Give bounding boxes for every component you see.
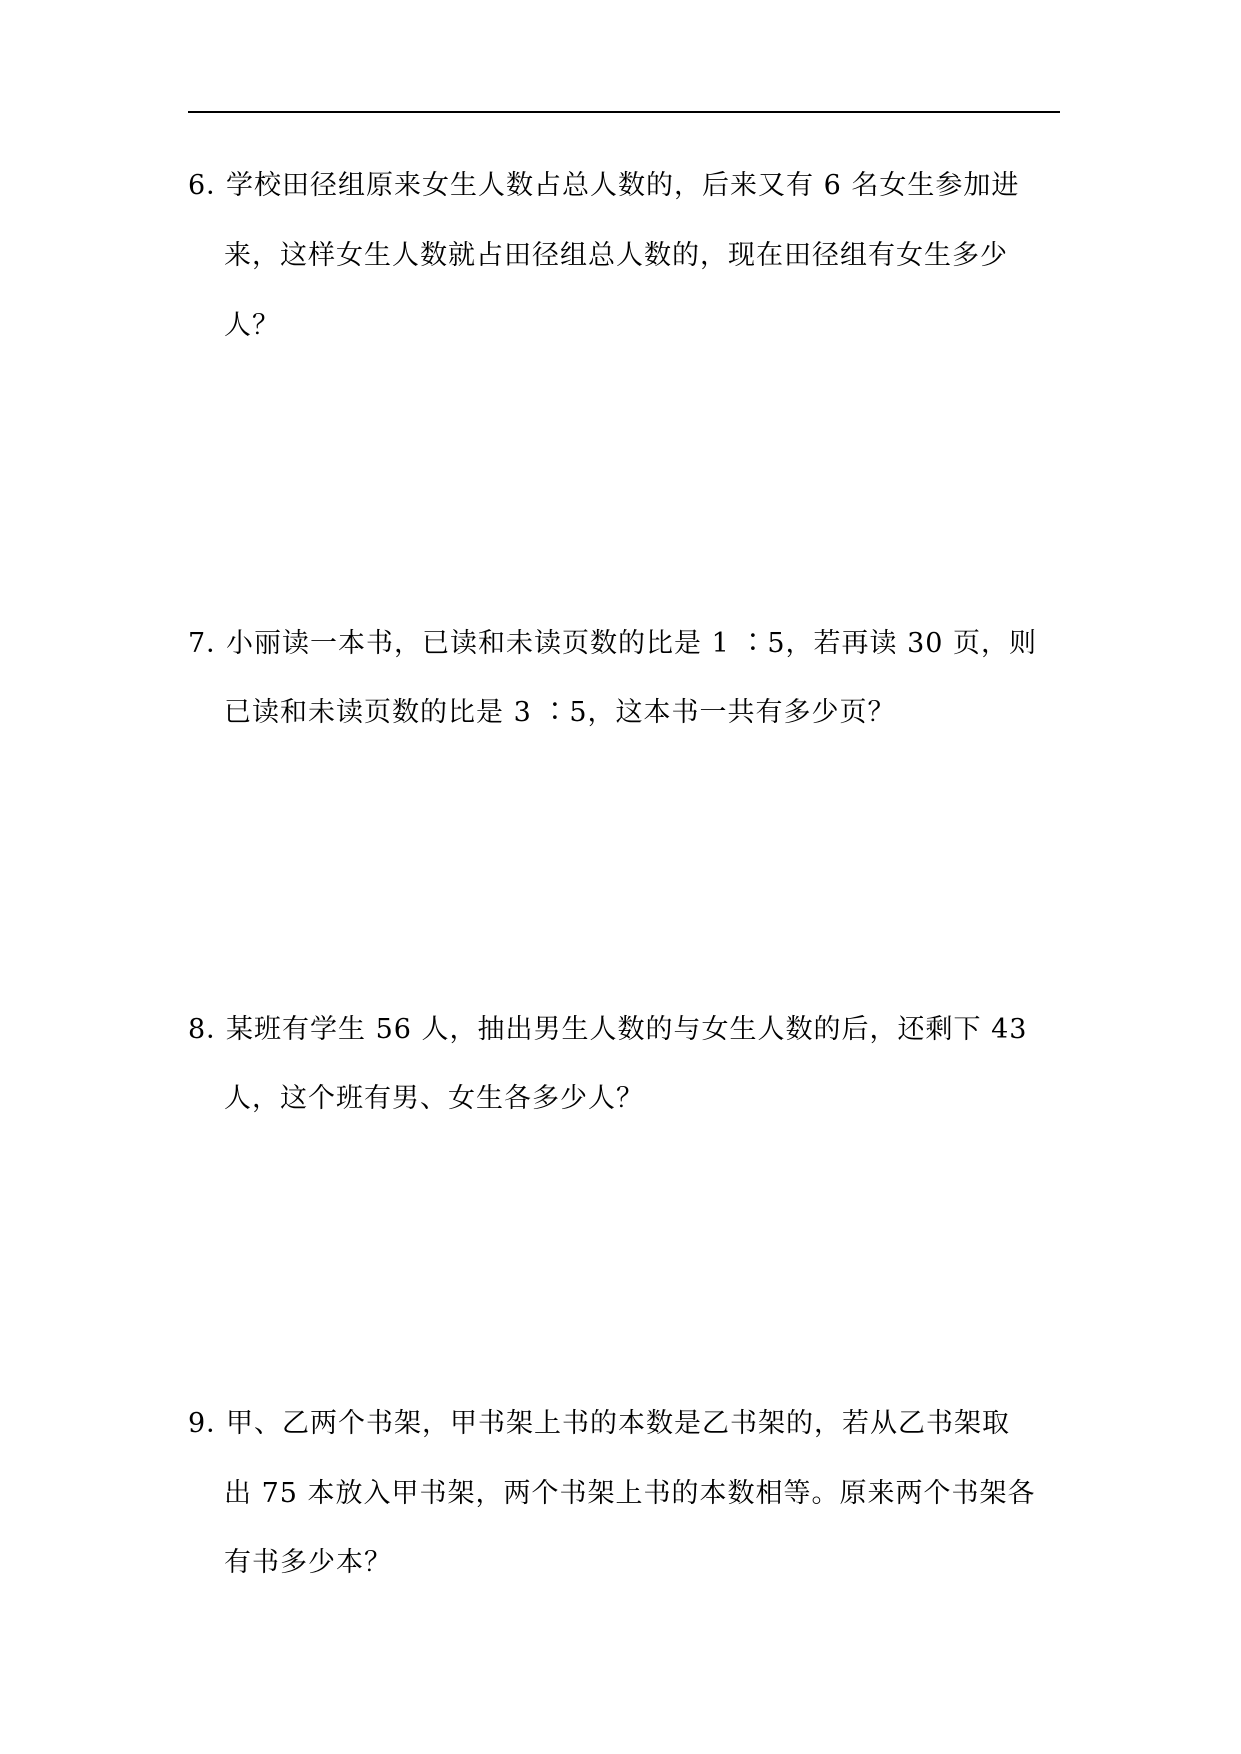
problem-line: 出 75 本放入甲书架，两个书架上书的本数相等。原来两个书架各 [224,1478,1036,1509]
problem-text: 小丽读一本书，已读和未读页数的比是 1 ∶5，若再读 30 页，则 [226,628,1038,659]
problem-number: 7． [188,628,235,659]
problem-line: 人？ [224,310,280,341]
problem-line [188,164,1019,208]
header-rule [188,111,1060,113]
problem-line: 来，这样女生人数就占田径组总人数的，现在田径组有女生多少 [224,240,1008,271]
problem-number: 8． [188,1014,235,1045]
problem-number: 6． [188,170,235,201]
problem-line: 有书多少本？ [224,1547,392,1578]
problem-text: 甲、乙两个书架，甲书架上书的本数是乙书架的，若从乙书架取 [226,1408,1010,1439]
problem-line [188,622,1037,666]
problem-line [188,1402,1010,1446]
problem-line [188,1008,1027,1052]
problem-number: 9． [188,1408,235,1439]
problem-line: 人，这个班有男、女生各多少人？ [224,1083,644,1114]
problem-text: 某班有学生 56 人，抽出男生人数的与女生人数的后，还剩下 43 [226,1014,1028,1045]
problem-text: 学校田径组原来女生人数占总人数的，后来又有 6 名女生参加进 [226,170,1020,201]
problem-line: 已读和未读页数的比是 3 ∶5，这本书一共有多少页？ [224,697,896,728]
